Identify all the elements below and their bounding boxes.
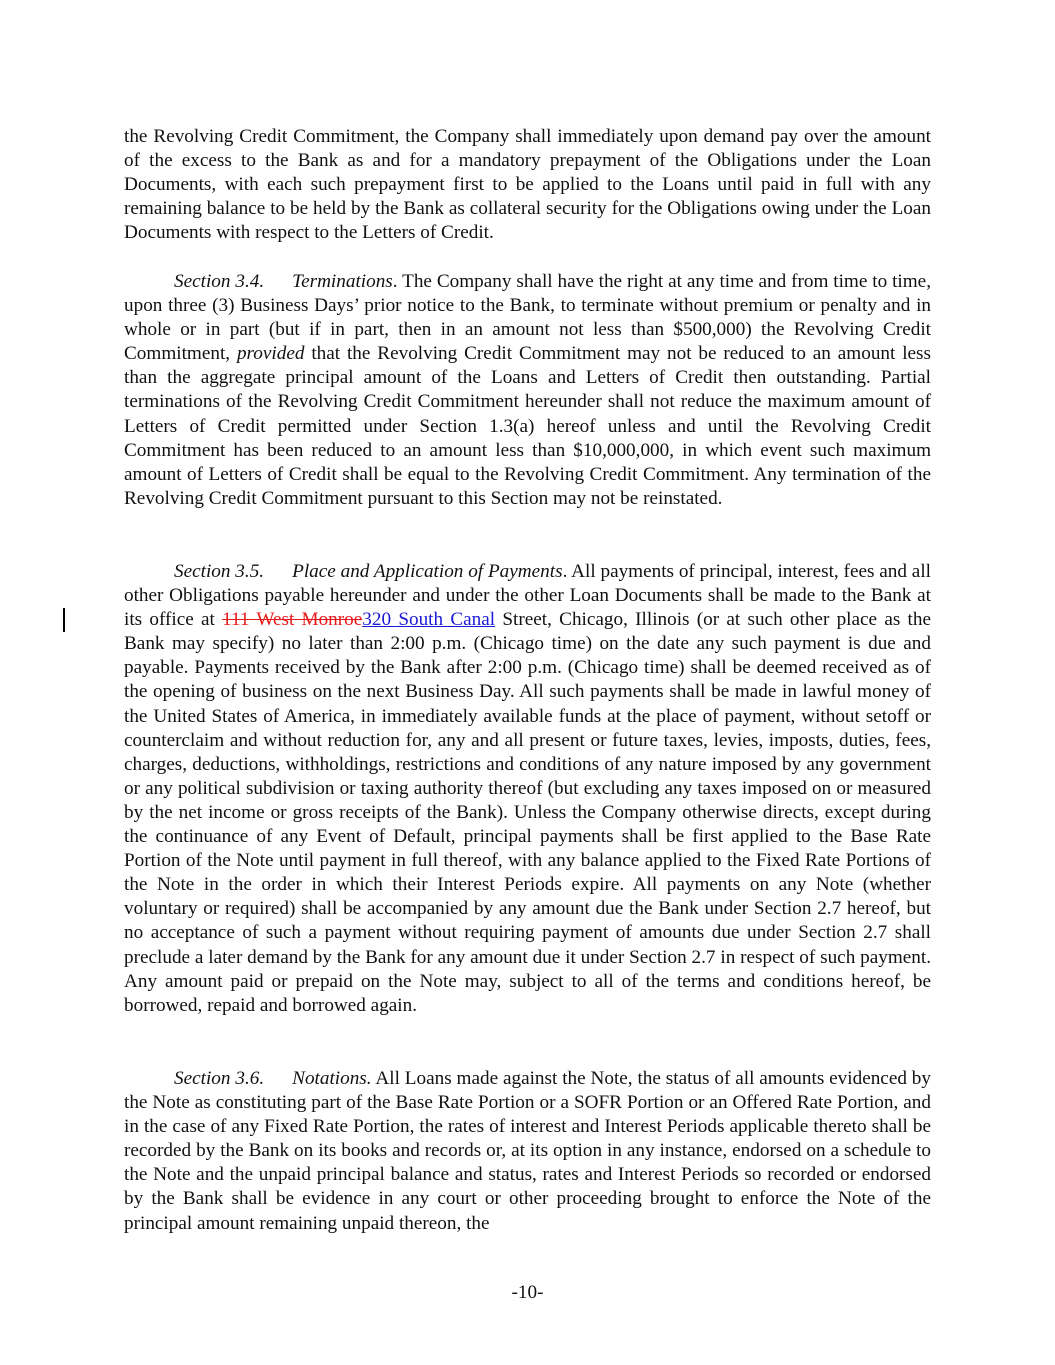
- paragraph-continuation: [124, 125, 931, 245]
- section-text: . All payments of principal, interest, fees and all other Obligations payable hereunder and under the other Loan Documents shall be made to the Bank at its office at: [124, 561, 931, 631]
- section-text: Street, Chicago, Illinois (or at such other place as the Bank may specify) no later than 2:00 p.m. (Chicago time) on the date any such payment is due and payable. Payments received by the Bank after 2:00 p.m. (Chicago time) shall be deemed received as of the opening of business on the next Business Day. All such payments shall be made in lawful money of the United States of America, in immediately available funds at the place of payment, without setoff or counterclaim and without reduction for, any and all present or future taxes, levies, imposts, duties, fees, charges, deductions, withholdings, restrictions and conditions of any nature imposed by any government or any political subdivision or taxing authority thereof (but excluding any taxes imposed on or measured by the net income or gross receipts of the Bank). Unless the Company otherwise directs, except during the continuance of any Event of Default, principal payments shall be first applied to the Base Rate Portion of the Note until payment in full thereof, with any balance applied to the Fixed Rate Portions of the Note in the order in which their Interest Periods expire. All payments on any Note (whether voluntary or required) shall be accompanied by any amount due the Bank under Section 2.7 hereof, but no acceptance of such a payment without requiring payment of amounts due under Section 2.7 shall preclude a later demand by the Bank for any amount due it under Section 2.7 in respect of such payment. Any amount paid or prepaid on the Note may, subject to all of the terms and conditions hereof, be borrowed, repaid and borrowed again.: [124, 609, 931, 1016]
- paragraph-text: the Revolving Credit Commitment, the Company shall immediately upon demand pay over the amount of the excess to the Bank as and for a mandatory prepayment of the Obligations under the Loan Documents, with each such prepayment first to be applied to the Loans until paid in full with any remaining balance to be held by the Bank as collateral security for the Obligations owing under the Loan Documents with respect to the Letters of Credit.: [124, 126, 931, 244]
- deleted-text: 111 West Monroe: [222, 609, 363, 631]
- inserted-text: 320 South Canal: [362, 609, 496, 631]
- section-3-5: [124, 560, 931, 1018]
- emphasis-provided: provided: [236, 343, 305, 365]
- section-title: Terminations: [292, 271, 393, 292]
- section-number: Section 3.5.: [174, 561, 265, 582]
- section-3-6: [124, 1067, 931, 1236]
- section-number: Section 3.6.: [174, 1068, 265, 1089]
- revision-change-bar: [63, 608, 65, 632]
- section-3-4: [124, 270, 931, 511]
- section-title: Place and Application of Payments: [292, 561, 563, 582]
- section-text: that the Revolving Credit Commitment may not be reduced to an amount less than the aggregate principal amount of the Loans and Letters of Credit then outstanding. Partial terminations of the Revolving Credit Commitment hereunder shall not reduce the maximum amount of Letters of Credit permitted under Section 1.3(a) hereof unless and until the Revolving Credit Commitment has been reduced to an amount less than $10,000,000, in which event such maximum amount of Letters of Credit shall be equal to the Revolving Credit Commitment. Any termination of the Revolving Credit Commitment pursuant to this Section may not be reinstated.: [124, 343, 931, 509]
- section-text: All Loans made against the Note, the status of all amounts evidenced by the Note as constituting part of the Base Rate Portion or a SOFR Portion or an Offered Rate Portion, and in the case of any Fixed Rate Portion, the rates of interest and Interest Periods applicable thereto shall be recorded by the Bank on its books and records or, at its option in any instance, endorsed on a schedule to the Note and the unpaid principal balance and status, rates and Interest Periods so recorded or endorsed by the Bank shall be evidence in any court or other proceeding brought to enforce the Note of the principal amount remaining unpaid thereon, the: [124, 1068, 931, 1234]
- section-title: Notations.: [292, 1068, 372, 1089]
- section-number: Section 3.4.: [174, 271, 265, 292]
- page-number: -10-: [511, 1282, 544, 1303]
- section-text: . The Company shall have the right at any time and from time to time, upon three (3) Business Days’ prior notice to the Bank, to terminate without premium or penalty and in whole or in part (but if in part, then in an amount not less than $500,000) the Revolving Credit Commitment,: [124, 271, 931, 365]
